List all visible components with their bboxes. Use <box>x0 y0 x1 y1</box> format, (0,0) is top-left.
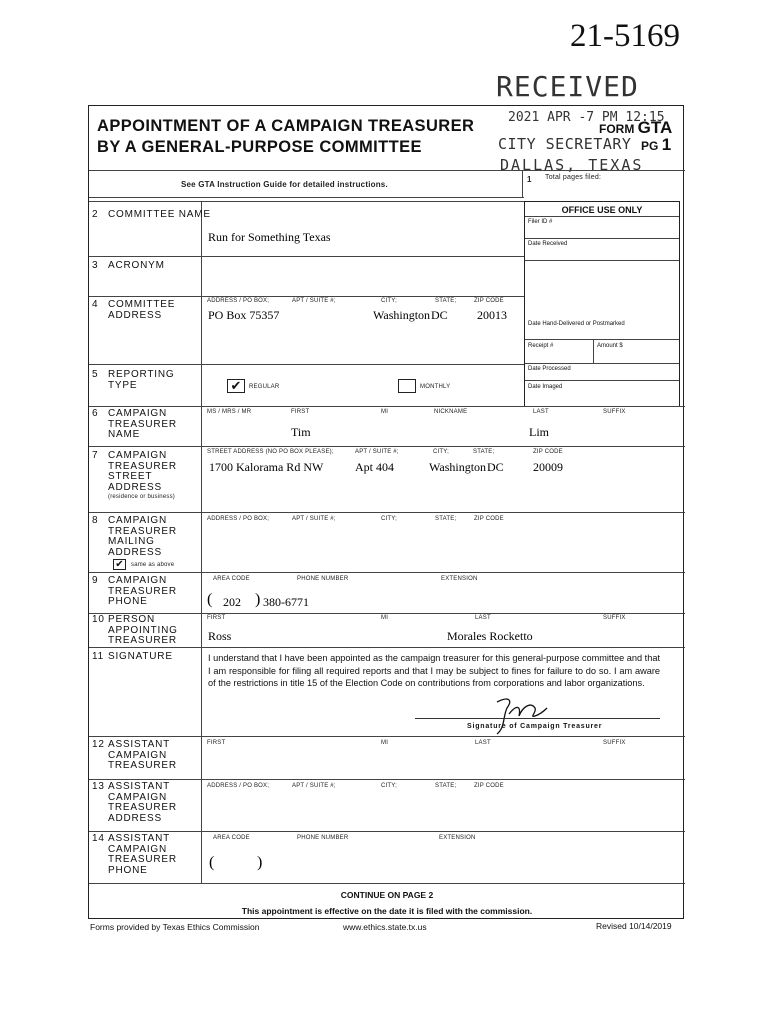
s14-extension-header: EXTENSION <box>439 835 476 841</box>
s6-first-header: FIRST <box>291 409 310 415</box>
city-secretary-stamp: CITY SECRETARY <box>498 135 632 153</box>
s14-phone-header: PHONE NUMBER <box>297 835 349 841</box>
s13-city-header: CITY; <box>381 783 397 789</box>
s4-address-header: ADDRESS / PO BOX; <box>207 298 270 304</box>
section-8-label: 8 CAMPAIGN TREASURER MAILING ADDRESS <box>92 515 177 558</box>
monthly-checkbox[interactable] <box>398 379 416 393</box>
committee-city-value: Washington <box>373 308 431 322</box>
page-prefix: PG <box>641 139 659 153</box>
regular-label: REGULAR <box>249 384 280 390</box>
s9-area-code-header: AREA CODE <box>213 576 250 582</box>
s6-last-header: LAST <box>533 409 549 415</box>
asst-area-code-close-paren: ) <box>257 854 263 871</box>
asst-area-code-open-paren: ( <box>209 854 215 871</box>
treasurer-first-name: Tim <box>291 425 311 439</box>
section-14-label: 14 ASSISTANT CAMPAIGN TREASURER PHONE <box>92 833 177 876</box>
office-use-box <box>524 201 680 407</box>
s7-zip-header: ZIP CODE <box>533 449 563 455</box>
footer-website[interactable]: www.ethics.state.tx.us <box>343 922 427 932</box>
s7-apt-header: APT / SUITE #; <box>355 449 399 455</box>
s10-first-header: FIRST <box>207 615 226 621</box>
regular-checkbox[interactable]: ✔ <box>227 379 245 393</box>
s7-city-header: CITY; <box>433 449 449 455</box>
s6-mi-header: MI <box>381 409 389 415</box>
date-imaged-label: Date Imaged <box>528 384 563 390</box>
section-7-label: 7 CAMPAIGN TREASURER STREET ADDRESS <box>92 450 177 493</box>
treasurer-zip: 20009 <box>533 460 563 474</box>
form-title <box>97 116 474 158</box>
s7-address-header: STREET ADDRESS (NO PO BOX PLEASE); <box>207 449 334 455</box>
committee-state-value: DC <box>431 308 448 322</box>
received-datetime: 2021 APR -7 PM 12:15 <box>508 110 665 125</box>
effective-note: This appointment is effective on the date it is filed with the commission. <box>241 906 533 916</box>
s13-address-header: ADDRESS / PO BOX; <box>207 783 270 789</box>
committee-address-value: PO Box 75357 <box>208 308 280 322</box>
s10-last-header: LAST <box>475 615 491 621</box>
s12-last-header: LAST <box>475 740 491 746</box>
total-pages-label: Total pages filed: <box>545 174 602 181</box>
instructions-text: See GTA Instruction Guide for detailed instructions. <box>181 180 388 189</box>
dallas-texas-stamp: DALLAS, TEXAS <box>500 156 644 174</box>
treasurer-area-code: 202 <box>223 595 241 609</box>
form-prefix: FORM <box>599 122 635 136</box>
s4-state-header: STATE; <box>435 298 457 304</box>
committee-zip-value: 20013 <box>477 308 507 322</box>
section-12-label: 12 ASSISTANT CAMPAIGN TREASURER <box>92 739 177 771</box>
s12-suffix-header: SUFFIX <box>603 740 626 746</box>
s7-state-header: STATE; <box>473 449 495 455</box>
filer-id-label: Filer ID # <box>528 219 553 225</box>
s14-area-code-header: AREA CODE <box>213 835 250 841</box>
same-as-above-label: same as above <box>131 562 175 568</box>
page-number <box>641 135 671 155</box>
s9-phone-header: PHONE NUMBER <box>297 576 349 582</box>
s6-suffix-header: SUFFIX <box>603 409 626 415</box>
appointer-first-name: Ross <box>208 629 232 643</box>
footer-revised: Revised 10/14/2019 <box>596 921 672 931</box>
office-use-title: OFFICE USE ONLY <box>561 205 643 215</box>
s12-first-header: FIRST <box>207 740 226 746</box>
document-number: 21-5169 <box>570 18 680 54</box>
s4-zip-header: ZIP CODE <box>474 298 504 304</box>
section-4-label: 4 COMMITTEE ADDRESS <box>92 299 176 321</box>
signature-statement: I understand that I have been appointed as the campaign treasurer for this general-purpose committee and that I am responsible for filing all required reports and that I may be subject to fines for failure to do so. I am aware of the restrictions in title 15 of the Election Code on contributions from corporations and labor organizations. <box>208 653 660 688</box>
receipt-label: Receipt # <box>528 343 554 349</box>
date-hand-delivered-label: Date Hand-Delivered or Postmarked <box>528 321 625 327</box>
treasurer-phone-number: 380-6771 <box>263 595 309 609</box>
committee-name-value: Run for Something Texas <box>208 230 331 244</box>
continue-on-page-2: CONTINUE ON PAGE 2 <box>340 890 434 900</box>
residence-business-note: (residence or business) <box>108 494 175 500</box>
gta-form <box>88 105 684 919</box>
s13-apt-header: APT / SUITE #; <box>292 783 336 789</box>
section-2-label: 2 COMMITTEE NAME <box>92 209 211 220</box>
monthly-label: MONTHLY <box>420 384 451 390</box>
s12-mi-header: MI <box>381 740 389 746</box>
title-line-2: BY A GENERAL-PURPOSE COMMITTEE <box>97 138 422 156</box>
amount-label: Amount $ <box>597 343 623 349</box>
treasurer-city: Washington <box>429 460 487 474</box>
section-11-label: 11 SIGNATURE <box>92 651 173 662</box>
page-number-value: 1 <box>661 135 672 154</box>
section-3-label: 3 ACRONYM <box>92 260 165 271</box>
area-code-open-paren: ( <box>207 591 213 608</box>
s10-mi-header: MI <box>381 615 389 621</box>
section-5-label: 5 REPORTING TYPE <box>92 369 175 391</box>
s13-zip-header: ZIP CODE <box>474 783 504 789</box>
s6-prefix-header: MS / MRS / MR <box>207 409 252 415</box>
received-stamp: RECEIVED <box>496 70 639 103</box>
s4-apt-header: APT / SUITE #; <box>292 298 336 304</box>
s8-address-header: ADDRESS / PO BOX; <box>207 516 270 522</box>
s8-city-header: CITY; <box>381 516 397 522</box>
date-received-label: Date Received <box>528 241 568 247</box>
section-10-label: 10 PERSON APPOINTING TREASURER <box>92 614 178 646</box>
section-6-label: 6 CAMPAIGN TREASURER NAME <box>92 408 177 440</box>
treasurer-last-name: Lim <box>529 425 549 439</box>
section-9-label: 9 CAMPAIGN TREASURER PHONE <box>92 575 177 607</box>
s8-state-header: STATE; <box>435 516 457 522</box>
date-processed-label: Date Processed <box>528 366 571 372</box>
total-pages-number: 1 <box>527 175 532 184</box>
signature-line <box>415 718 660 719</box>
s9-extension-header: EXTENSION <box>441 576 478 582</box>
s8-zip-header: ZIP CODE <box>474 516 504 522</box>
s13-state-header: STATE; <box>435 783 457 789</box>
appointer-last-name: Morales Rocketto <box>447 629 533 643</box>
section-13-label: 13 ASSISTANT CAMPAIGN TREASURER ADDRESS <box>92 781 177 824</box>
s10-suffix-header: SUFFIX <box>603 615 626 621</box>
treasurer-apt: Apt 404 <box>355 460 394 474</box>
signature-label: Signature of Campaign Treasurer <box>467 723 603 730</box>
treasurer-street-address: 1700 Kalorama Rd NW <box>209 460 324 474</box>
title-line-1: APPOINTMENT OF A CAMPAIGN TREASURER <box>97 117 475 135</box>
same-as-above-checkbox[interactable]: ✔ <box>113 559 126 570</box>
s6-nickname-header: NICKNAME <box>434 409 468 415</box>
form-code-value: GTA <box>637 118 673 137</box>
footer-provided-by: Forms provided by Texas Ethics Commission <box>90 922 260 932</box>
treasurer-state: DC <box>487 460 504 474</box>
area-code-close-paren: ) <box>255 591 261 608</box>
s4-city-header: CITY; <box>381 298 397 304</box>
s8-apt-header: APT / SUITE #; <box>292 516 336 522</box>
